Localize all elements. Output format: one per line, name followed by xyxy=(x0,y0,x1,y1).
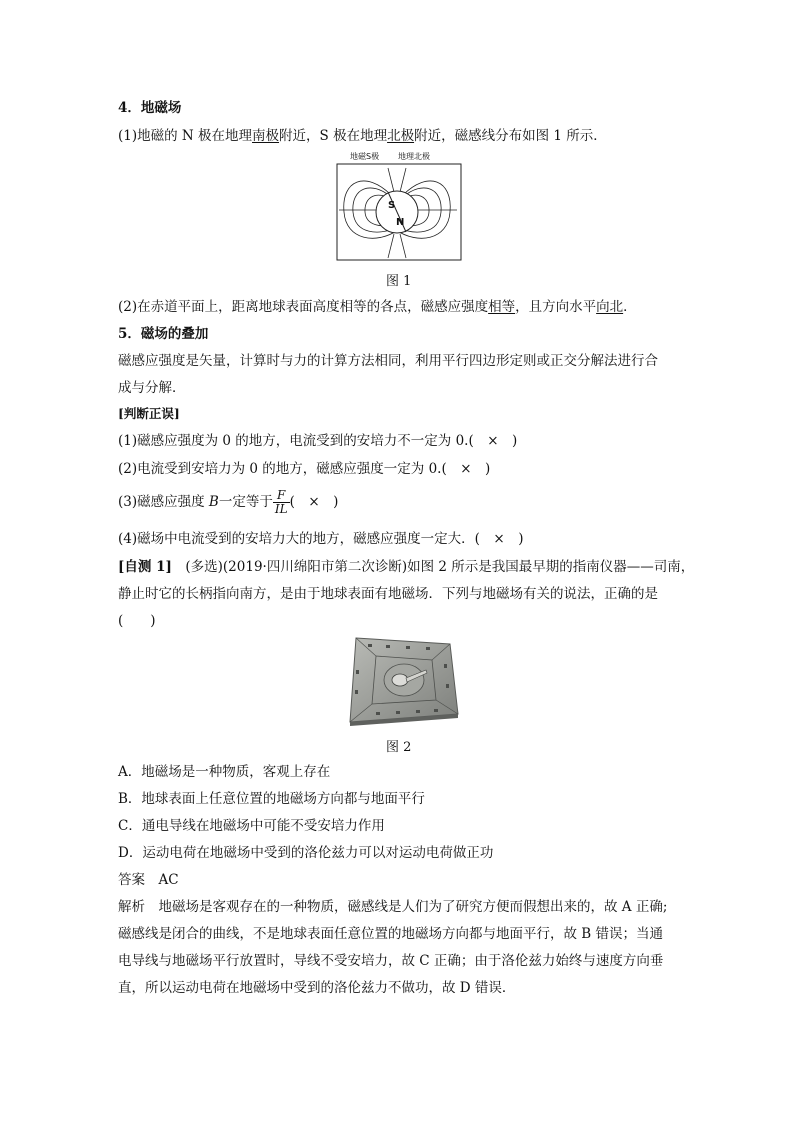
text: 附近，磁感线分布如图 1 所示． xyxy=(414,128,607,144)
judge-item-4: (4)磁场中电流受到的安培力大的地方，磁感应强度一定大．( × ) xyxy=(118,531,524,547)
section-5-title: 5．磁场的叠加 xyxy=(118,326,209,342)
judge-item-1: (1)磁感应强度为 0 的地方，电流受到的安培力不一定为 0.( × ) xyxy=(118,433,518,449)
option-a: A．地磁场是一种物质，客观上存在 xyxy=(118,764,331,780)
magnetic-field-diagram xyxy=(336,150,462,262)
analysis-line-1: 解析 地磁场是客观存在的一种物质，磁感线是人们为了研究方便而假想出来的，故 A 正确; xyxy=(118,899,668,915)
text: ，且方向水平 xyxy=(515,299,597,315)
underlined-answer: 北极 xyxy=(387,128,415,144)
underlined-answer: 向北 xyxy=(596,299,624,315)
fraction-f-over-il xyxy=(273,489,290,516)
underlined-answer: 南极 xyxy=(252,128,280,144)
text: (3)磁感应强度 xyxy=(118,494,209,510)
label-geographic-north: 地理北极 xyxy=(398,152,430,161)
text: 附近，S 极在地理 xyxy=(279,128,388,144)
label-geomagnetic-s: 地磁S极 xyxy=(350,152,380,161)
text: ( × ) xyxy=(289,494,339,510)
figure-2-sinan-compass-photo xyxy=(346,634,460,726)
section-4-paragraph-2 xyxy=(118,297,637,317)
judge-item-2: (2)电流受到安培力为 0 的地方，磁感应强度一定为 0.( × ) xyxy=(118,461,491,477)
text: ． xyxy=(623,299,637,315)
variable-b: B xyxy=(208,494,219,510)
question-line-2: 静止时它的长柄指向南方，是由于地球表面有地磁场．下列与地磁场有关的说法，正确的是 xyxy=(118,586,658,602)
figure-2-caption: 图 2 xyxy=(386,740,412,755)
pole-s: S xyxy=(388,200,396,211)
question-line-3: ( ) xyxy=(118,613,156,629)
figure-1-geomagnetic-field xyxy=(336,150,462,262)
answer-line: 答案 AC xyxy=(118,872,179,888)
section-5-line-1: 磁感应强度是矢量，计算时与力的计算方法相同，利用平行四边形定则或正交分解法进行合 xyxy=(118,353,658,369)
text: (1)地磁的 N 极在地理 xyxy=(118,128,253,144)
judge-heading: [判断正误] xyxy=(118,406,180,421)
section-4-paragraph-1 xyxy=(118,126,607,146)
underlined-answer: 相等 xyxy=(488,299,516,315)
spoon-bowl xyxy=(392,674,408,686)
text: 一定等于 xyxy=(218,494,273,510)
section-4-title: 4．地磁场 xyxy=(118,100,182,116)
option-b: B．地球表面上任意位置的地磁场方向都与地面平行 xyxy=(118,791,425,807)
analysis-line-4: 直，所以运动电荷在地磁场中受到的洛伦兹力不做功，故 D 错误． xyxy=(118,980,516,996)
question-tag: [自测 1] xyxy=(118,559,172,575)
text: (多选)(2019·四川绵阳市第二次诊断)如图 2 所示是我国最早期的指南仪器——司南， xyxy=(171,559,695,575)
pole-n: N xyxy=(396,217,405,228)
section-5-line-2: 成与分解． xyxy=(118,380,186,396)
sinan-illustration xyxy=(346,634,460,726)
analysis-line-3: 电导线与地磁场平行放置时，导线不受安培力，故 C 正确；由于洛伦兹力始终与速度方向垂 xyxy=(118,953,664,969)
question-line-1 xyxy=(118,557,694,577)
analysis-line-2: 磁感线是闭合的曲线，不是地球表面任意位置的地磁场方向都与地面平行，故 B 错误；当通 xyxy=(118,926,664,942)
fraction-denominator: IL xyxy=(274,502,288,516)
option-c: C．通电导线在地磁场中可能不受安培力作用 xyxy=(118,818,385,834)
option-d: D．运动电荷在地磁场中受到的洛伦兹力可以对运动电荷做正功 xyxy=(118,845,494,861)
judge-item-3 xyxy=(118,488,338,516)
fraction-numerator: F xyxy=(273,489,290,503)
text: (2)在赤道平面上，距离地球表面高度相等的各点，磁感应强度 xyxy=(118,299,489,315)
figure-1-caption: 图 1 xyxy=(386,274,412,289)
